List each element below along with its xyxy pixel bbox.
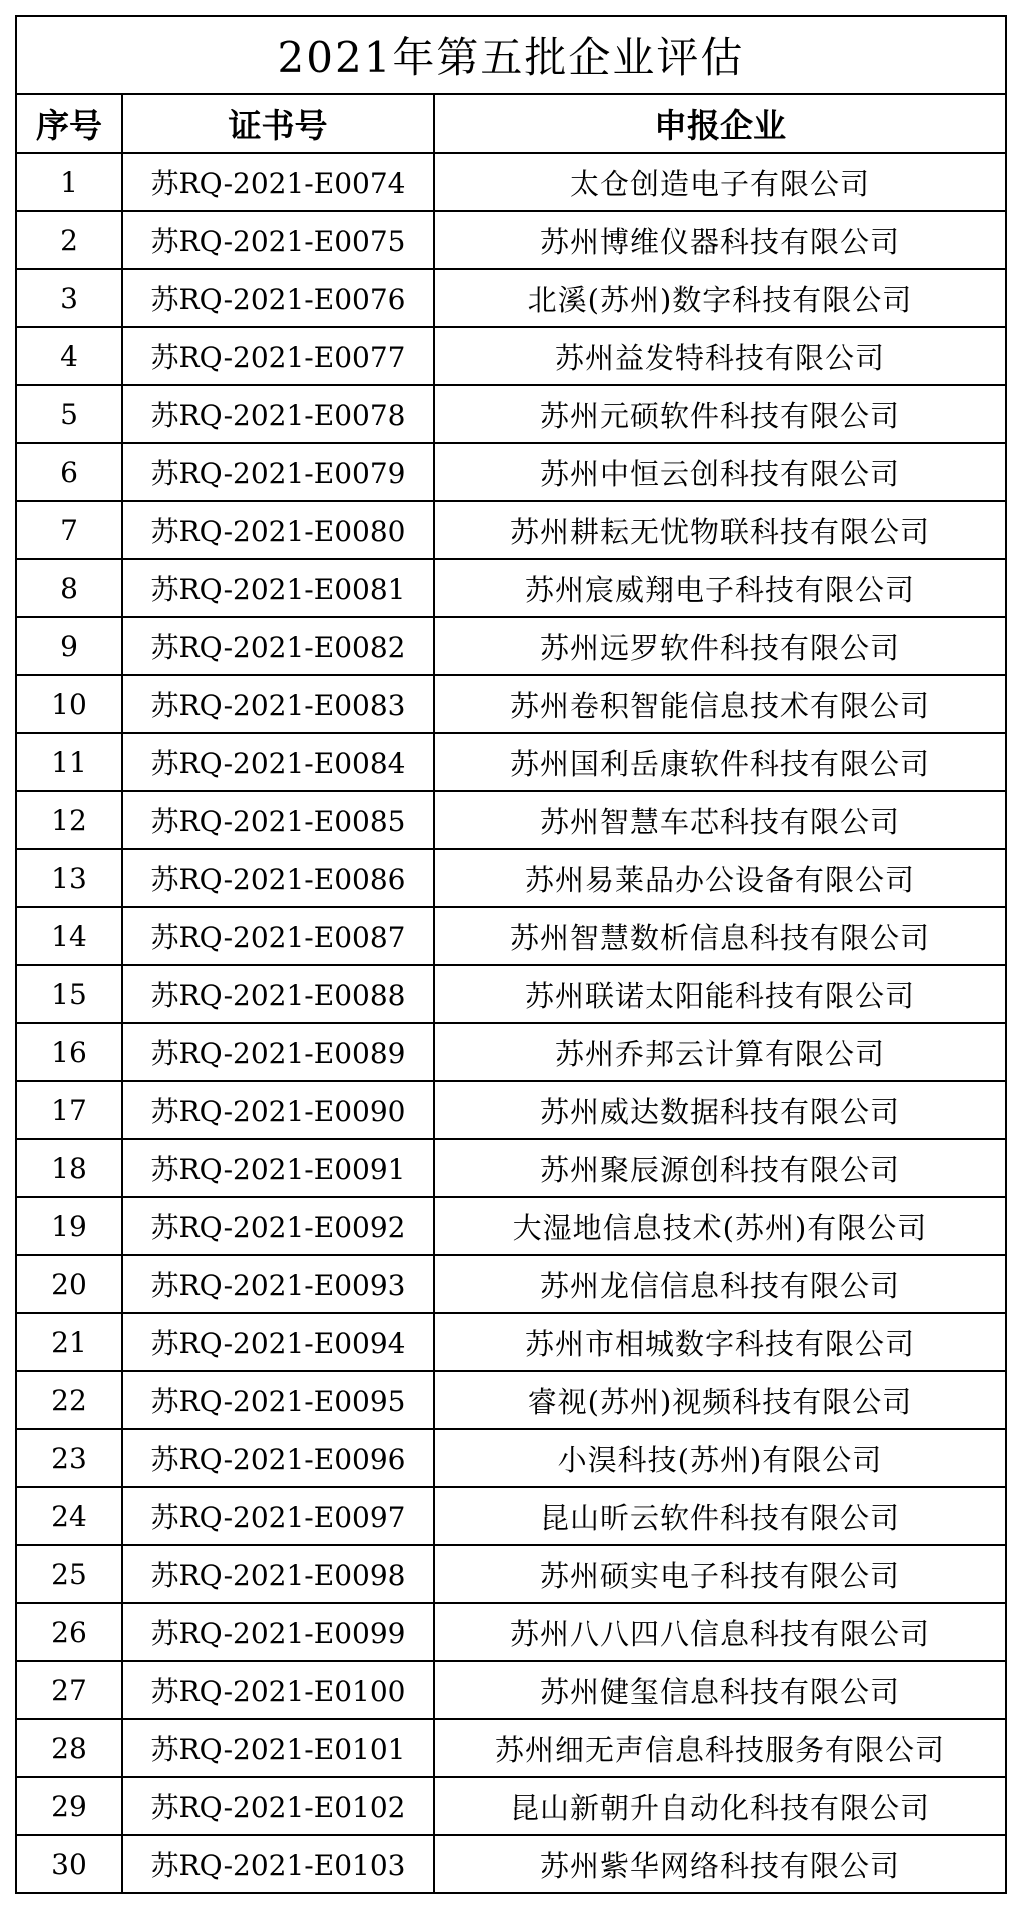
cell-index: 18 <box>16 1139 122 1197</box>
cell-cert: 苏RQ-2021-E0090 <box>122 1081 434 1139</box>
cell-index: 12 <box>16 791 122 849</box>
cell-index: 9 <box>16 617 122 675</box>
cell-cert: 苏RQ-2021-E0091 <box>122 1139 434 1197</box>
table-row <box>16 1139 1006 1197</box>
cell-index: 29 <box>16 1777 122 1835</box>
cell-cert: 苏RQ-2021-E0093 <box>122 1255 434 1313</box>
cell-cert: 苏RQ-2021-E0086 <box>122 849 434 907</box>
cell-index: 2 <box>16 211 122 269</box>
table-row <box>16 791 1006 849</box>
cell-company: 苏州易莱品办公设备有限公司 <box>434 849 1006 907</box>
table-row <box>16 1719 1006 1777</box>
cell-company: 苏州紫华网络科技有限公司 <box>434 1835 1006 1893</box>
cell-company: 苏州威达数据科技有限公司 <box>434 1081 1006 1139</box>
cell-index: 15 <box>16 965 122 1023</box>
table-row <box>16 153 1006 211</box>
cell-cert: 苏RQ-2021-E0094 <box>122 1313 434 1371</box>
cell-company: 苏州健玺信息科技有限公司 <box>434 1661 1006 1719</box>
table-row <box>16 1777 1006 1835</box>
cell-company: 太仓创造电子有限公司 <box>434 153 1006 211</box>
table-row <box>16 443 1006 501</box>
cell-cert: 苏RQ-2021-E0099 <box>122 1603 434 1661</box>
table-row <box>16 675 1006 733</box>
table-row <box>16 1197 1006 1255</box>
cell-cert: 苏RQ-2021-E0095 <box>122 1371 434 1429</box>
cell-index: 17 <box>16 1081 122 1139</box>
cell-index: 20 <box>16 1255 122 1313</box>
table-row <box>16 559 1006 617</box>
cell-cert: 苏RQ-2021-E0077 <box>122 327 434 385</box>
cell-company: 苏州细无声信息科技服务有限公司 <box>434 1719 1006 1777</box>
table-row <box>16 1081 1006 1139</box>
header-index: 序号 <box>16 94 122 153</box>
table-row <box>16 1545 1006 1603</box>
cell-company: 小淏科技(苏州)有限公司 <box>434 1429 1006 1487</box>
table-row <box>16 1371 1006 1429</box>
cell-index: 24 <box>16 1487 122 1545</box>
cell-company: 苏州卷积智能信息技术有限公司 <box>434 675 1006 733</box>
table-row <box>16 1603 1006 1661</box>
cell-company: 苏州乔邦云计算有限公司 <box>434 1023 1006 1081</box>
cell-company: 苏州市相城数字科技有限公司 <box>434 1313 1006 1371</box>
cell-cert: 苏RQ-2021-E0097 <box>122 1487 434 1545</box>
cell-cert: 苏RQ-2021-E0088 <box>122 965 434 1023</box>
cell-cert: 苏RQ-2021-E0081 <box>122 559 434 617</box>
cell-cert: 苏RQ-2021-E0096 <box>122 1429 434 1487</box>
table-row <box>16 501 1006 559</box>
cell-company: 大湿地信息技术(苏州)有限公司 <box>434 1197 1006 1255</box>
title-row <box>16 16 1006 94</box>
cell-cert: 苏RQ-2021-E0098 <box>122 1545 434 1603</box>
cell-index: 13 <box>16 849 122 907</box>
cell-company: 苏州元硕软件科技有限公司 <box>434 385 1006 443</box>
enterprise-assessment-table <box>15 15 1007 1894</box>
cell-index: 28 <box>16 1719 122 1777</box>
table-row <box>16 1835 1006 1893</box>
cell-company: 苏州耕耘无忧物联科技有限公司 <box>434 501 1006 559</box>
cell-company: 苏州八八四八信息科技有限公司 <box>434 1603 1006 1661</box>
cell-cert: 苏RQ-2021-E0076 <box>122 269 434 327</box>
cell-company: 苏州聚辰源创科技有限公司 <box>434 1139 1006 1197</box>
cell-index: 1 <box>16 153 122 211</box>
table-row <box>16 849 1006 907</box>
cell-company: 苏州硕实电子科技有限公司 <box>434 1545 1006 1603</box>
cell-cert: 苏RQ-2021-E0092 <box>122 1197 434 1255</box>
cell-company: 苏州龙信信息科技有限公司 <box>434 1255 1006 1313</box>
table-row <box>16 1487 1006 1545</box>
cell-company: 苏州中恒云创科技有限公司 <box>434 443 1006 501</box>
cell-index: 4 <box>16 327 122 385</box>
cell-index: 25 <box>16 1545 122 1603</box>
cell-index: 22 <box>16 1371 122 1429</box>
table-row <box>16 617 1006 675</box>
table-row <box>16 1023 1006 1081</box>
cell-cert: 苏RQ-2021-E0079 <box>122 443 434 501</box>
cell-company: 苏州益发特科技有限公司 <box>434 327 1006 385</box>
cell-index: 8 <box>16 559 122 617</box>
cell-company: 苏州远罗软件科技有限公司 <box>434 617 1006 675</box>
cell-company: 苏州博维仪器科技有限公司 <box>434 211 1006 269</box>
header-row <box>16 94 1006 153</box>
cell-cert: 苏RQ-2021-E0103 <box>122 1835 434 1893</box>
cell-cert: 苏RQ-2021-E0089 <box>122 1023 434 1081</box>
cell-cert: 苏RQ-2021-E0074 <box>122 153 434 211</box>
cell-cert: 苏RQ-2021-E0078 <box>122 385 434 443</box>
cell-cert: 苏RQ-2021-E0082 <box>122 617 434 675</box>
cell-cert: 苏RQ-2021-E0084 <box>122 733 434 791</box>
cell-index: 30 <box>16 1835 122 1893</box>
cell-index: 21 <box>16 1313 122 1371</box>
cell-index: 11 <box>16 733 122 791</box>
cell-cert: 苏RQ-2021-E0085 <box>122 791 434 849</box>
table-row <box>16 1661 1006 1719</box>
cell-company: 睿视(苏州)视频科技有限公司 <box>434 1371 1006 1429</box>
header-company: 申报企业 <box>434 94 1006 153</box>
cell-company: 苏州联诺太阳能科技有限公司 <box>434 965 1006 1023</box>
table-row <box>16 269 1006 327</box>
table-row <box>16 385 1006 443</box>
cell-company: 昆山昕云软件科技有限公司 <box>434 1487 1006 1545</box>
cell-company: 苏州智慧车芯科技有限公司 <box>434 791 1006 849</box>
cell-company: 苏州宸威翔电子科技有限公司 <box>434 559 1006 617</box>
cell-index: 6 <box>16 443 122 501</box>
cell-company: 苏州国利岳康软件科技有限公司 <box>434 733 1006 791</box>
table-title: 2021年第五批企业评估 <box>16 16 1006 94</box>
cell-index: 7 <box>16 501 122 559</box>
cell-company: 苏州智慧数析信息科技有限公司 <box>434 907 1006 965</box>
cell-index: 10 <box>16 675 122 733</box>
cell-company: 昆山新朝升自动化科技有限公司 <box>434 1777 1006 1835</box>
table-row <box>16 907 1006 965</box>
table-row <box>16 733 1006 791</box>
table-row <box>16 1429 1006 1487</box>
cell-cert: 苏RQ-2021-E0087 <box>122 907 434 965</box>
table-row <box>16 1313 1006 1371</box>
cell-cert: 苏RQ-2021-E0075 <box>122 211 434 269</box>
cell-index: 27 <box>16 1661 122 1719</box>
cell-cert: 苏RQ-2021-E0100 <box>122 1661 434 1719</box>
cell-cert: 苏RQ-2021-E0102 <box>122 1777 434 1835</box>
cell-index: 16 <box>16 1023 122 1081</box>
header-cert: 证书号 <box>122 94 434 153</box>
table-row <box>16 965 1006 1023</box>
cell-index: 19 <box>16 1197 122 1255</box>
cell-index: 5 <box>16 385 122 443</box>
table-row <box>16 1255 1006 1313</box>
table-row <box>16 211 1006 269</box>
cell-cert: 苏RQ-2021-E0080 <box>122 501 434 559</box>
cell-index: 14 <box>16 907 122 965</box>
cell-company: 北溪(苏州)数字科技有限公司 <box>434 269 1006 327</box>
table-row <box>16 327 1006 385</box>
cell-index: 3 <box>16 269 122 327</box>
cell-index: 26 <box>16 1603 122 1661</box>
cell-index: 23 <box>16 1429 122 1487</box>
cell-cert: 苏RQ-2021-E0083 <box>122 675 434 733</box>
table-body <box>16 153 1006 1893</box>
cell-cert: 苏RQ-2021-E0101 <box>122 1719 434 1777</box>
